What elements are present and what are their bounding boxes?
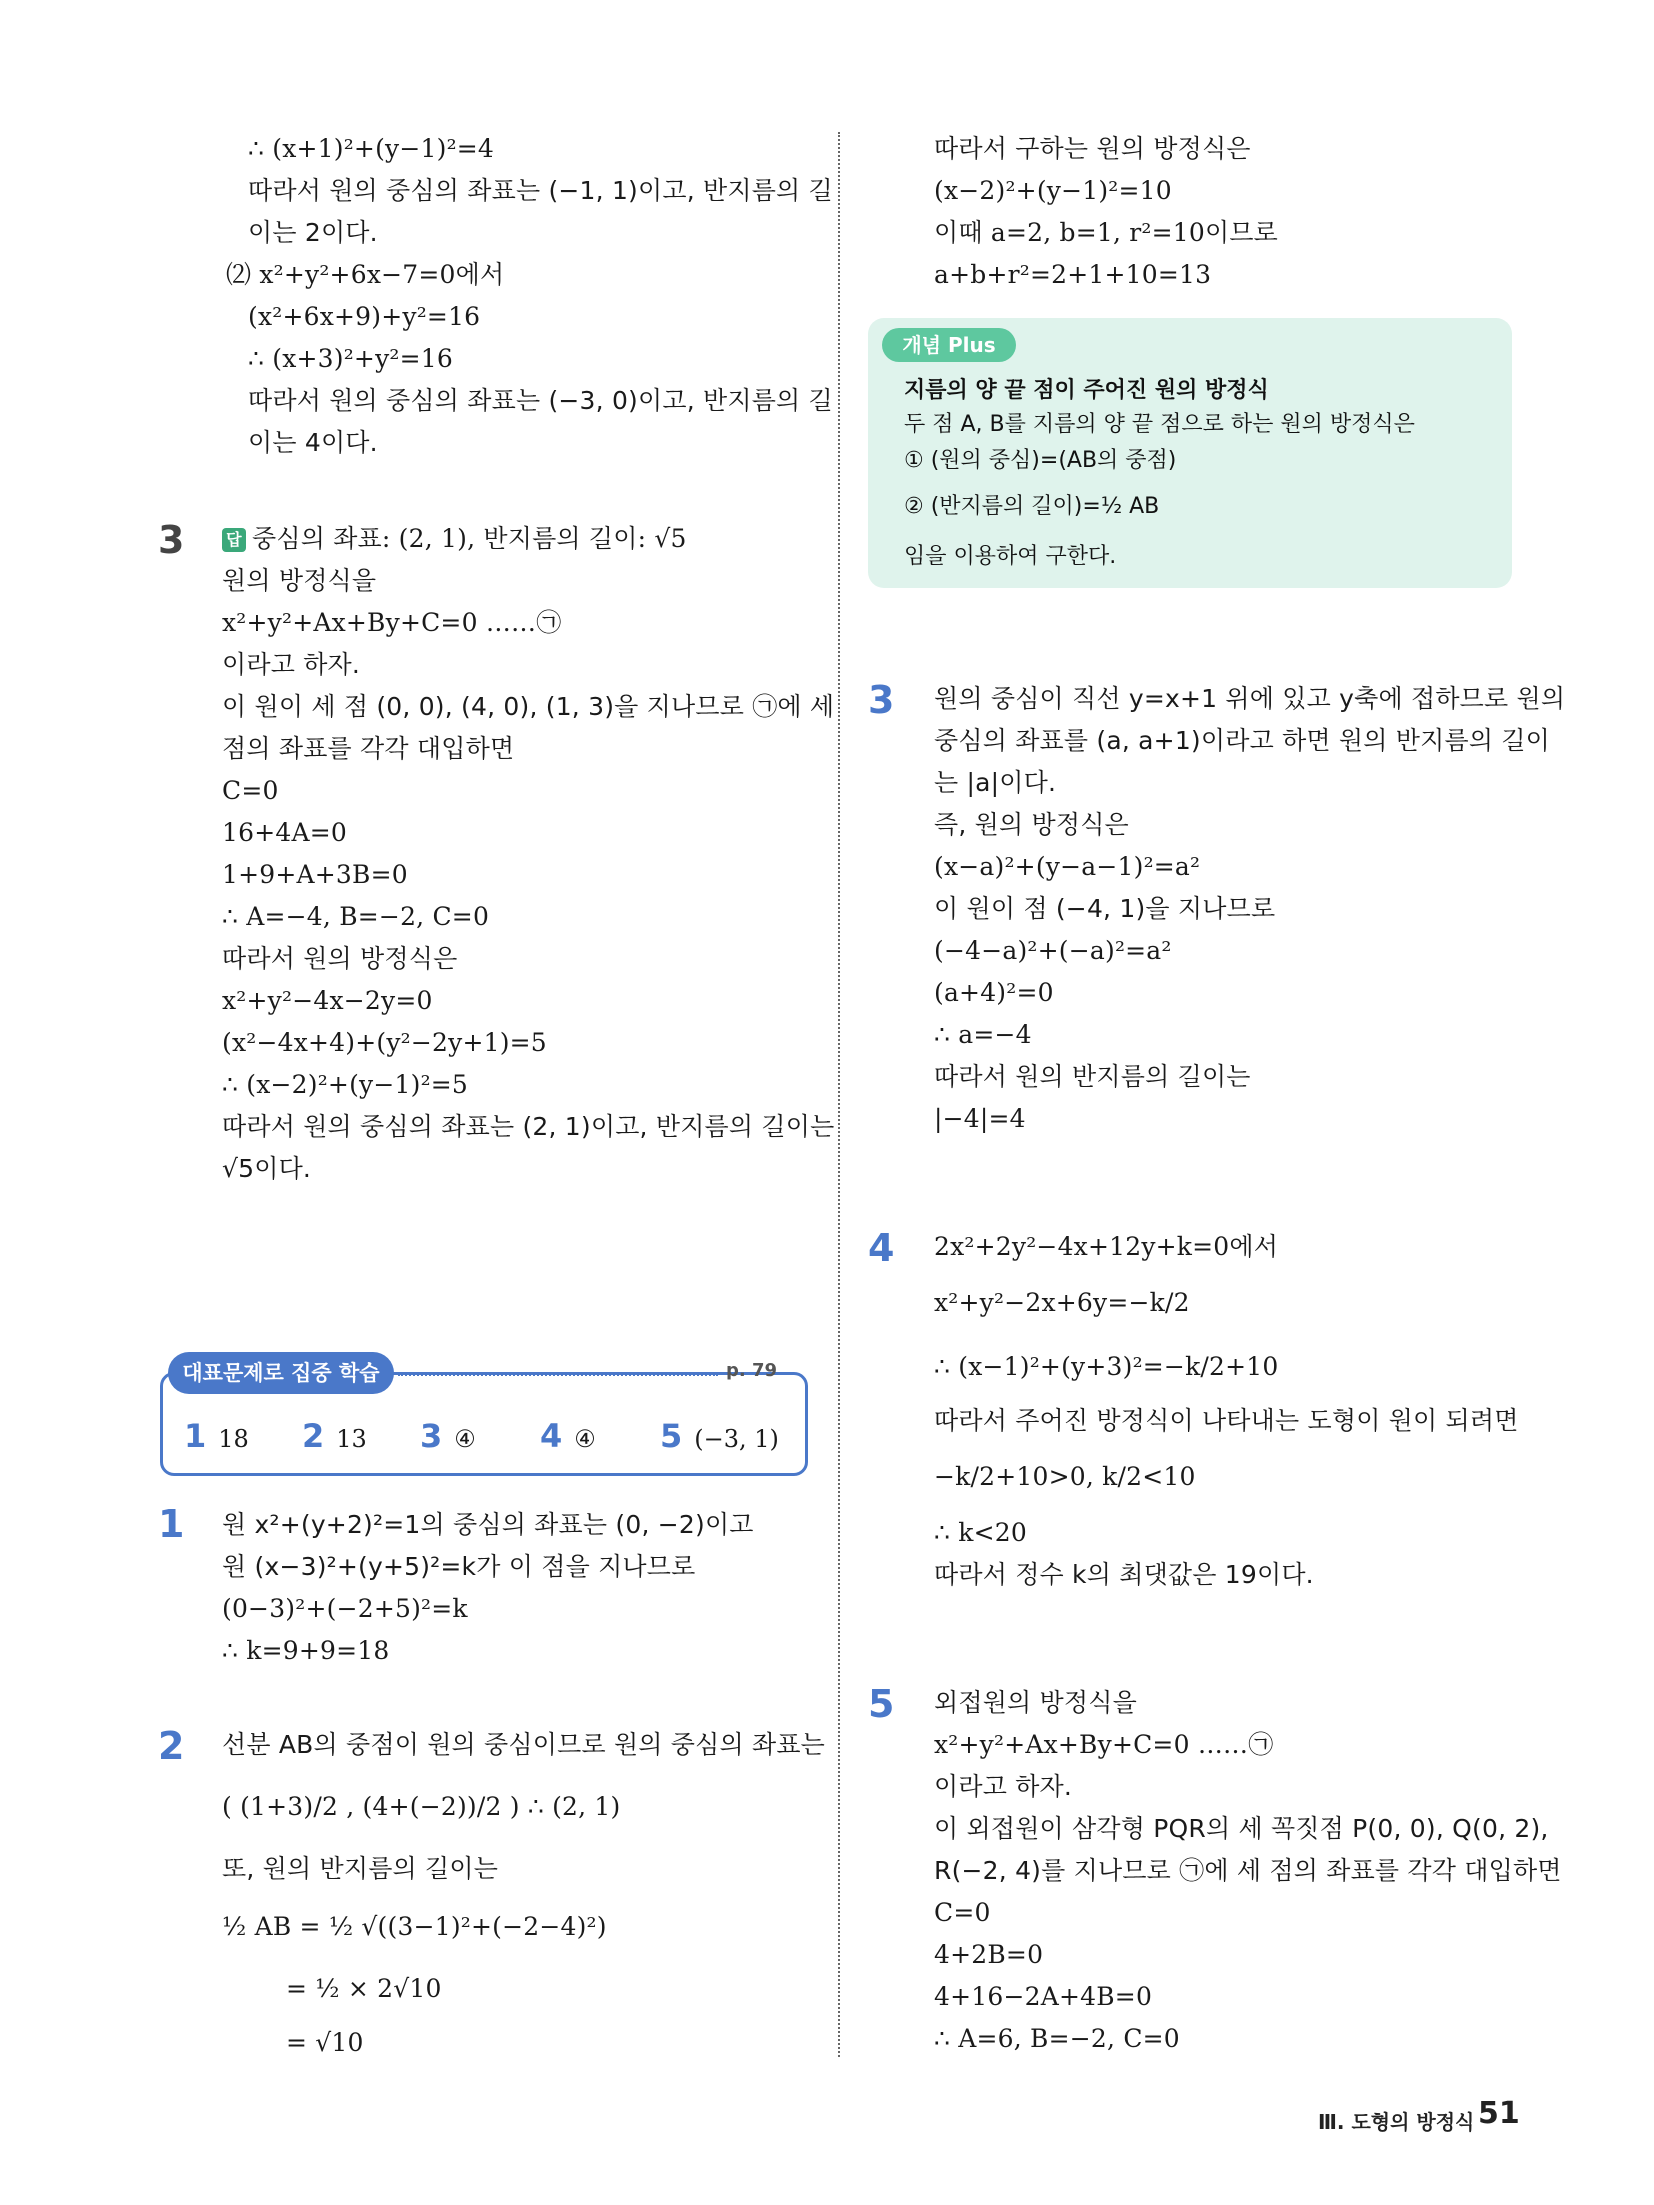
text-line: 이라고 하자. [222, 650, 361, 679]
text-line: 16+4A=0 [222, 818, 347, 847]
text-line: 2x²+2y²−4x+12y+k=0에서 [934, 1232, 1279, 1261]
text-line: 중심의 좌표를 (a, a+1)이라고 하면 원의 반지름의 길이 [934, 726, 1551, 755]
text-line: 원 x²+(y+2)²=1의 중심의 좌표는 (0, −2)이고 [222, 1510, 754, 1539]
text-line: ∴ (x−1)²+(y+3)²=−k/2+10 [934, 1352, 1279, 1381]
text-line: √5이다. [222, 1154, 312, 1183]
text-line: 따라서 원의 중심의 좌표는 (2, 1)이고, 반지름의 길이는 [222, 1112, 835, 1141]
text-line: 점의 좌표를 각각 대입하면 [222, 734, 515, 763]
text-line: a+b+r²=2+1+10=13 [934, 260, 1212, 289]
text-line: ∴ k=9+9=18 [222, 1636, 390, 1665]
question-number: 5 [868, 1682, 895, 1726]
question-number: 2 [158, 1724, 185, 1768]
text-line: 4+2B=0 [934, 1940, 1044, 1969]
text-line: ∴ (x+3)²+y²=16 [248, 344, 453, 373]
answers-dotted-rule [398, 1374, 718, 1376]
text-line: x²+y²+Ax+By+C=0 ……㉠ [222, 608, 562, 637]
answers-title: 대표문제로 집중 학습 [168, 1352, 394, 1394]
text-line: 따라서 원의 중심의 좌표는 (−3, 0)이고, 반지름의 길 [248, 386, 833, 415]
question-number: 1 [158, 1502, 185, 1546]
text-line: 선분 AB의 중점이 원의 중심이므로 원의 중심의 좌표는 [222, 1730, 826, 1759]
text-line: 는 |a|이다. [934, 768, 1057, 797]
text-line: 1+9+A+3B=0 [222, 860, 408, 889]
text-line: x²+y²−4x−2y=0 [222, 986, 433, 1015]
text-line: 원의 방정식을 [222, 566, 377, 595]
text-line: ( (1+3)/2 , (4+(−2))/2 ) ∴ (2, 1) [222, 1792, 621, 1821]
text-line: ∴ a=−4 [934, 1020, 1032, 1049]
text-line: 따라서 주어진 방정식이 나타내는 도형이 원이 되려면 [934, 1406, 1519, 1435]
text-line: ∴ (x−2)²+(y−1)²=5 [222, 1070, 469, 1099]
text-line: 이 원이 세 점 (0, 0), (4, 0), (1, 3)을 지나므로 ㉠에 세 [222, 692, 835, 721]
concept-line: ① (원의 중심)=(AB의 중점) [904, 448, 1177, 473]
text-line: (x−a)²+(y−a−1)²=a² [934, 852, 1201, 881]
text-line: 이라고 하자. [934, 1772, 1073, 1801]
text-line: ⑵ x²+y²+6x−7=0에서 [226, 260, 505, 289]
text-line: −k/2+10>0, k/2<10 [934, 1462, 1196, 1491]
text-line: (x−2)²+(y−1)²=10 [934, 176, 1172, 205]
text-line: C=0 [934, 1898, 991, 1927]
text-line: 원 (x−3)²+(y+5)²=k가 이 점을 지나므로 [222, 1552, 696, 1581]
answer-badge: 답 [222, 528, 246, 552]
text-line: ∴ A=6, B=−2, C=0 [934, 2024, 1180, 2053]
concept-plus-tag: 개념 Plus [882, 328, 1016, 362]
text-line: (x²+6x+9)+y²=16 [248, 302, 481, 331]
answer-item: 3 ④ [420, 1417, 476, 1455]
concept-line: 두 점 A, B를 지름의 양 끝 점으로 하는 원의 방정식은 [904, 412, 1415, 437]
text-line: ½ AB = ½ √((3−1)²+(−2−4)²) [222, 1912, 607, 1941]
text-line: (0−3)²+(−2+5)²=k [222, 1594, 468, 1623]
text-line: 따라서 원의 반지름의 길이는 [934, 1062, 1251, 1091]
text-line: ∴ k<20 [934, 1518, 1027, 1547]
page-number: 51 [1478, 2096, 1520, 2131]
text-line: 따라서 원의 중심의 좌표는 (−1, 1)이고, 반지름의 길 [248, 176, 833, 205]
answer-item: 1 18 [184, 1417, 249, 1455]
text-line: 이때 a=2, b=1, r²=10이므로 [934, 218, 1279, 247]
text-line: ∴ A=−4, B=−2, C=0 [222, 902, 490, 931]
text-line: 중심의 좌표: (2, 1), 반지름의 길이: √5 [252, 524, 687, 553]
answer-item: 4 ④ [540, 1417, 596, 1455]
text-line: (x²−4x+4)+(y²−2y+1)=5 [222, 1028, 547, 1057]
text-line: 외접원의 방정식을 [934, 1688, 1137, 1717]
text-line: 또, 원의 반지름의 길이는 [222, 1854, 499, 1883]
text-line: 이 원이 점 (−4, 1)을 지나므로 [934, 894, 1276, 923]
concept-line: ② (반지름의 길이)=½ AB [904, 494, 1160, 519]
question-number: 4 [868, 1226, 895, 1270]
text-line: 이는 2이다. [248, 218, 378, 247]
text-line: ∴ (x+1)²+(y−1)²=4 [248, 134, 495, 163]
text-line: = ½ × 2√10 [286, 1974, 442, 2003]
answers-page-ref: p. 79 [726, 1360, 778, 1381]
text-line: 원의 중심이 직선 y=x+1 위에 있고 y축에 접하므로 원의 [934, 684, 1566, 713]
concept-heading: 지름의 양 끝 점이 주어진 원의 방정식 [904, 378, 1269, 403]
text-line: C=0 [222, 776, 279, 805]
text-line: |−4|=4 [934, 1104, 1026, 1133]
concept-line: 임을 이용하여 구한다. [904, 544, 1117, 569]
question-number: 3 [868, 678, 895, 722]
chapter-label: Ⅲ. 도형의 방정식 [1318, 2110, 1475, 2134]
answer-item: 5 (−3, 1) [660, 1417, 779, 1455]
text-line: 이 외접원이 삼각형 PQR의 세 꼭짓점 P(0, 0), Q(0, 2), [934, 1814, 1549, 1843]
answer-item: 2 13 [302, 1417, 367, 1455]
text-line: 이는 4이다. [248, 428, 378, 457]
text-line: x²+y²+Ax+By+C=0 ……㉠ [934, 1730, 1274, 1759]
problem-number: 3 [158, 518, 185, 562]
text-line: (−4−a)²+(−a)²=a² [934, 936, 1172, 965]
text-line: 따라서 원의 방정식은 [222, 944, 458, 973]
text-line: R(−2, 4)를 지나므로 ㉠에 세 점의 좌표를 각각 대입하면 [934, 1856, 1562, 1885]
text-line: 4+16−2A+4B=0 [934, 1982, 1153, 2011]
text-line: (a+4)²=0 [934, 978, 1054, 1007]
text-line: 따라서 정수 k의 최댓값은 19이다. [934, 1560, 1314, 1589]
text-line: 즉, 원의 방정식은 [934, 810, 1129, 839]
text-line: = √10 [286, 2028, 364, 2057]
text-line: x²+y²−2x+6y=−k/2 [934, 1288, 1190, 1317]
text-line: 따라서 구하는 원의 방정식은 [934, 134, 1251, 163]
column-divider [838, 132, 840, 2057]
